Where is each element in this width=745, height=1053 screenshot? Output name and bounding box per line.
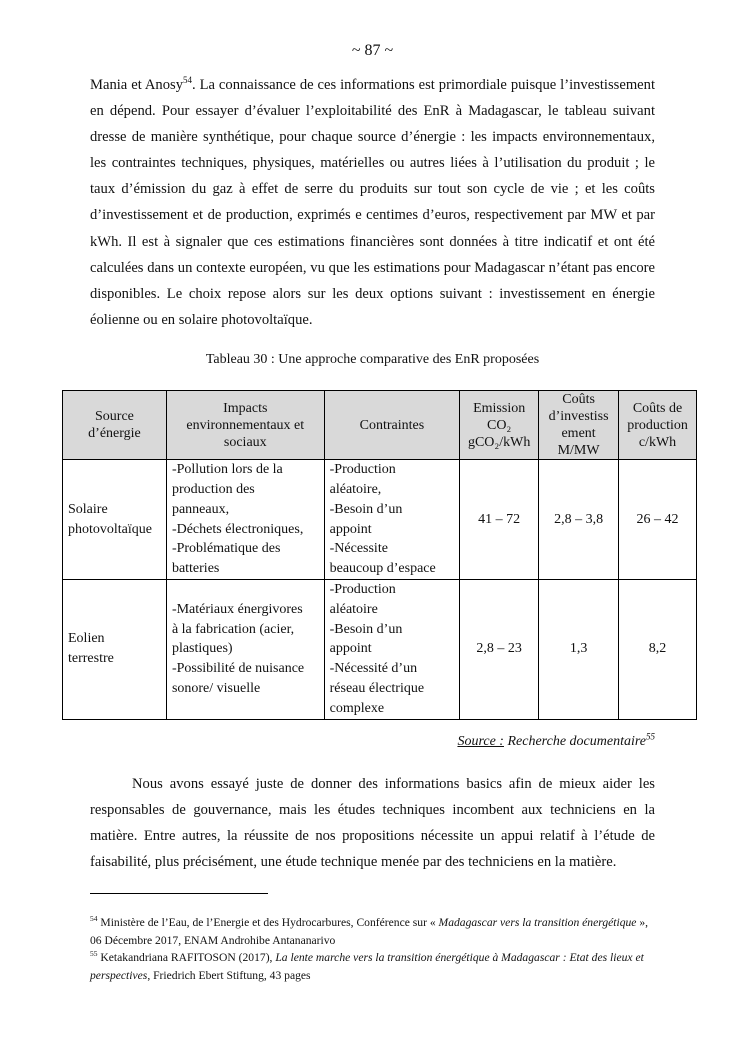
header-contraintes: Contraintes [324,391,460,460]
footnote-ref-54[interactable]: 54 [183,75,192,86]
cell-emission: 2,8 – 23 [460,580,539,720]
header-emission: Emission CO₂ gCO₂/kWh [460,391,539,460]
footnote-number: 55 [90,949,98,959]
cell-impacts: -Pollution lors de la production des panneaux, -Déchets électroniques, -Problématique des batteries [166,460,324,580]
intro-text: . La connaissance de ces informations est primordiale puisque l’investissement en dépend. Pour essayer d’évaluer l’exploitabilité des EnR à Madagascar, le tableau suivant dresse de manière synthétique, pour chaque source d’énergie : les impacts environnementaux, les contraintes techniques, physiques, matérielles ou autres liées à l’utilisation du produit ; le taux d’émission du gaz à effet de serre du produits sur tout son cycle de vie ; et les coûts d’investissement et de production, exprimés e centimes d’euros, respectivement par MW et par kWh. Il est à signaler que ces estimations financières sont données à titre indicatif et ont été calculées dans un contexte européen, vu que les estimations pour Madagascar n’étant pas encore disponibles. Le choix repose alors sur les deux options suivant : investissement en énergie éolienne ou en solaire photovoltaïque. [90,77,655,328]
table-source-note [457,731,655,750]
header-couts-production: Coûts de production c/kWh [619,391,697,460]
source-label: Source : [457,734,504,749]
cell-contraintes: -Production aléatoire, -Besoin d’un appoint -Nécessite beaucoup d’espace [324,460,460,580]
cell-impacts: -Matériaux énergivores à la fabrication (acier, plastiques) -Possibilité de nuisance sonore/ visuelle [166,580,324,720]
footnote-number: 54 [90,914,98,924]
footnote-title: Madagascar vers la transition énergétique [438,916,637,929]
footnote-title: La lente marche vers la transition énergétique à Madagascar : Etat des lieux et perspectives [90,951,644,982]
footnote-54 [90,914,655,949]
cell-couts-production: 8,2 [619,580,697,720]
table-caption: Tableau 30 : Une approche comparative des EnR proposées [205,352,540,367]
footnote-text: Ministère de l’Eau, de l’Energie et des Hydrocarbures, Conférence sur « [97,916,439,929]
header-couts-investissement: Coûts d’investiss ement M/MW [539,391,619,460]
cell-couts-investissement: 1,3 [539,580,619,720]
page-number: ~ 87 ~ [351,42,394,59]
cell-couts-production: 26 – 42 [619,460,697,580]
footnote-55 [90,949,655,984]
footnote-text: », 06 Décembre 2017, ENAM Androhibe Antananarivo [90,916,649,947]
cell-contraintes: -Production aléatoire -Besoin d’un appoint -Nécessité d’un réseau électrique complexe [324,580,460,720]
intro-lead: Mania et Anosy [90,77,183,93]
footnotes [90,914,655,984]
cell-emission: 41 – 72 [460,460,539,580]
conclusion-paragraph: Nous avons essayé juste de donner des informations basics afin de mieux aider les responsables de gouvernance, mais les études techniques incombent aux techniciens en la matière. Entre autres, la réussite de nos propositions nécessite un appui relatif à l’étude de faisabilité, plus précisément, une étude technique menée par des techniciens en la matière. [90,776,655,871]
header-impacts: Impacts environnementaux et sociaux [166,391,324,460]
enr-comparison-table [62,390,697,720]
source-text: Recherche documentaire [503,734,646,749]
table-header-row [63,391,697,460]
header-source: Source d’énergie [63,391,167,460]
cell-source: Eolien terrestre [63,580,167,720]
cell-source: Solaire photovoltaïque [63,460,167,580]
footnote-text: , Friedrich Ebert Stiftung, 43 pages [147,968,311,982]
footnote-ref-55[interactable]: 55 [646,731,655,742]
intro-paragraph [90,72,655,333]
cell-couts-investissement: 2,8 – 3,8 [539,460,619,580]
footnote-separator [90,893,268,894]
table-row-solaire [63,460,697,580]
footnote-text: Ketakandriana RAFITOSON (2017), [97,951,276,964]
table-row-eolien [63,580,697,720]
